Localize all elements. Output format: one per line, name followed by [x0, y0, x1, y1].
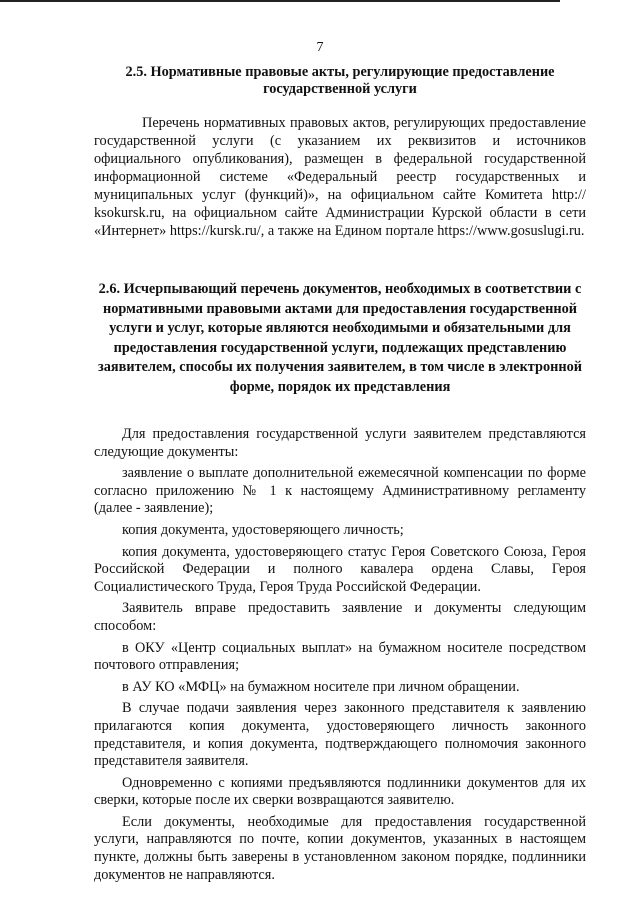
paragraph: в АУ КО «МФЦ» на бумажном носителе при личном обращении.	[122, 678, 520, 695]
paragraph: копия документа, удостоверяющего статус Героя Советского Союза, Героя Российской Федерации и полного кавалера ордена Славы, Героя Социалистического Труда, Героя Труда Российской Федерации.	[94, 543, 586, 595]
paragraph: Одновременно с копиями предъявляются подлинники документов для их сверки, которые после их сверки возвращаются заявителю.	[94, 774, 586, 809]
paragraph: Заявитель вправе предоставить заявление и документы следующим способом:	[94, 600, 586, 634]
paragraph: Для предоставления государственной услуги заявителем представляются следующие документы:	[94, 426, 586, 460]
paragraph: Если документы, необходимые для предоставления государственной услуги, направляются по почте, копии документов, указанных в настоящем пункте, должны быть заверены в установленном законом порядке, подлинники документов не направляются.	[94, 813, 586, 883]
section-2-5-paragraph: Перечень нормативных правовых актов, регулирующих предоставление государственной услуги (с указанием их реквизитов и источников официального опубликования), размещен в федеральной государственной информационной системе «Федеральный реестр государственных и муниципальных услуг (функций)», на официальном сайте Комитета http:// ksokursk.ru, на официальном сайте Администрации Курской области в сети «Интернет» https://kursk.ru/, а также на Едином портале https://www.gosuslugi.ru.	[94, 115, 586, 239]
page-number: 7	[316, 40, 324, 55]
section-2-6-body	[94, 426, 586, 888]
section-2-5-title: 2.5. Нормативные правовые акты, регулирующие предоставление государственной услуги	[125, 64, 555, 97]
section-2-6-title: 2.6. Исчерпывающий перечень документов, необходимых в соответствии с нормативными правовыми актами для предоставления государственной услуги и услуг, которые являются необходимыми и обязательными для предоставления государственной услуги, подлежащих представлению заявителем, способы их получения заявителем, в том числе в электронной форме, порядок их представления	[98, 281, 582, 395]
top-border-line	[0, 0, 560, 2]
paragraph: В случае подачи заявления через законного представителя к заявлению прилагаются копия документа, удостоверяющего личность законного представителя, и копия документа, подтверждающего полномочия законного представителя заявителя.	[94, 700, 586, 770]
paragraph: копия документа, удостоверяющего личность;	[122, 521, 404, 538]
paragraph: в ОКУ «Центр социальных выплат» на бумажном носителе посредством почтового отправления;	[94, 639, 586, 674]
paragraph: заявление о выплате дополнительной ежемесячной компенсации по форме согласно приложению № 1 к настоящему Административному регламенту (далее - заявление);	[94, 465, 586, 517]
